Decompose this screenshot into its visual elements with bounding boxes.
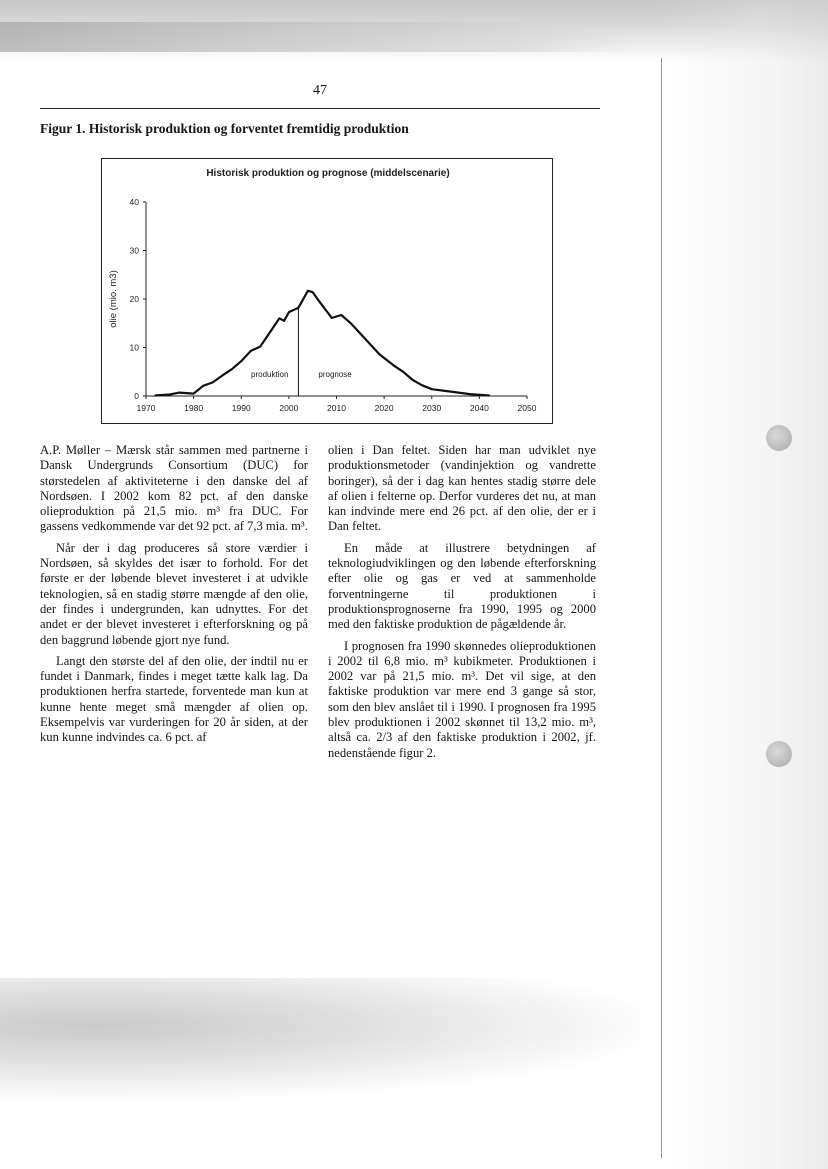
punch-hole-upper: [766, 425, 792, 451]
x-tick-label: 2050: [517, 403, 537, 413]
chart-ticks: [130, 197, 537, 413]
y-tick-label: 10: [129, 342, 139, 353]
paragraph: Langt den største del af den olie, der indtil nu er fundet i Danmark, findes i meget tætte kalk lag. Da produktionen herfra startede, forventede man kun at kunne hente meget små mængder af olien op. Eksempelvis var vurderingen for 20 år siden, at der kun kunne indvindes ca. 6 pct. af: [40, 653, 308, 745]
x-tick-label: 1990: [231, 403, 251, 413]
x-tick-label: 2020: [374, 403, 394, 413]
y-tick-label: 40: [129, 197, 139, 207]
x-tick-label: 2040: [469, 403, 489, 413]
y-tick-label: 0: [134, 391, 139, 401]
annotation-forecast: prognose: [318, 370, 352, 379]
scan-shadow-top-dark: [0, 22, 640, 52]
paragraph: Når der i dag produceres så store værdier i Nordsøen, så skyldes det især to forhold. For det første er der løbende blevet investeret i at udvikle teknologien, så en stadig større mængde af den olie, der findes i undergrunden, kan udnyttes. For det andet er der blevet investeret i efterforskning og på den baggrund løbende gjort nye fund.: [40, 540, 308, 647]
paragraph: En måde at illustrere betydningen af teknologiudviklingen og den løbende efterforskning efter olie og gas er ved at sammenholde forventningerne til produktionen i produktionsprognoserne fra 1990, 1995 og 2000 med den faktiske produktion de pågældende år.: [328, 540, 596, 632]
chart-annotations: [251, 370, 352, 379]
header-rule: [40, 108, 600, 109]
text-column-left: [40, 443, 308, 752]
punch-hole-lower: [766, 741, 792, 767]
x-tick-label: 2000: [279, 403, 299, 413]
x-tick-label: 1980: [184, 403, 204, 413]
production-line: [156, 291, 489, 396]
figure-title: Figur 1. Historisk produktion og forventet fremtidig produktion: [40, 121, 409, 136]
y-tick-label: 30: [129, 245, 139, 256]
scan-shadow-bottom: [0, 978, 640, 1098]
chart-axes: [146, 202, 527, 396]
y-axis-label: olie (mio. m3): [108, 270, 119, 328]
scan-shadow-right: [658, 0, 828, 1169]
text-column-right: [328, 443, 596, 767]
page-edge-line: [661, 58, 662, 1158]
production-chart: [102, 159, 554, 425]
chart-series: [156, 291, 489, 396]
chart-frame: [101, 158, 553, 424]
annotation-historic: produktion: [251, 370, 289, 379]
x-tick-label: 2010: [327, 403, 346, 413]
y-tick-label: 20: [129, 294, 139, 304]
x-tick-label: 2030: [422, 403, 442, 413]
chart-title: Historisk produktion og prognose (middelscenarie): [206, 168, 450, 179]
paragraph: I prognosen fra 1990 skønnedes olieproduktionen i 2002 til 6,8 mio. m³ kubikmeter. Produktionen i 2002 var på 21,5 mio. m³. Det vil sige, at den faktiske produktion var mere end 3 gange så stor, som den blev anslået til i 1990. I prognosen fra 1995 blev produktionen i 2002 skønnet til 13,2 mio. m³, altså ca. 2/3 af den faktiske produktion i 2002, jf. nedenstående figur 2.: [328, 638, 596, 760]
x-tick-label: 1970: [136, 403, 156, 413]
page-number: 47: [313, 83, 327, 98]
paragraph: olien i Dan feltet. Siden har man udviklet nye produktionsmetoder (vandinjektion og vandrette boringer), så der i dag kan hentes stadig større dele af olien i felterne op. Derfor vurderes det nu, at man kan indvinde mere end 26 pct. af den olie, der er i Dan feltet.: [328, 443, 596, 534]
paragraph: A.P. Møller – Mærsk står sammen med partnerne i Dansk Undergrunds Consortium (DUC) for størstedelen af aktiviteterne i den danske del af Nordsøen. I 2002 kom 82 pct. af den danske olieproduktion på 21,5 mio. m³ fra DUC. For gassens vedkommende var det 92 pct. af 7,3 mia. m³.: [40, 443, 308, 534]
